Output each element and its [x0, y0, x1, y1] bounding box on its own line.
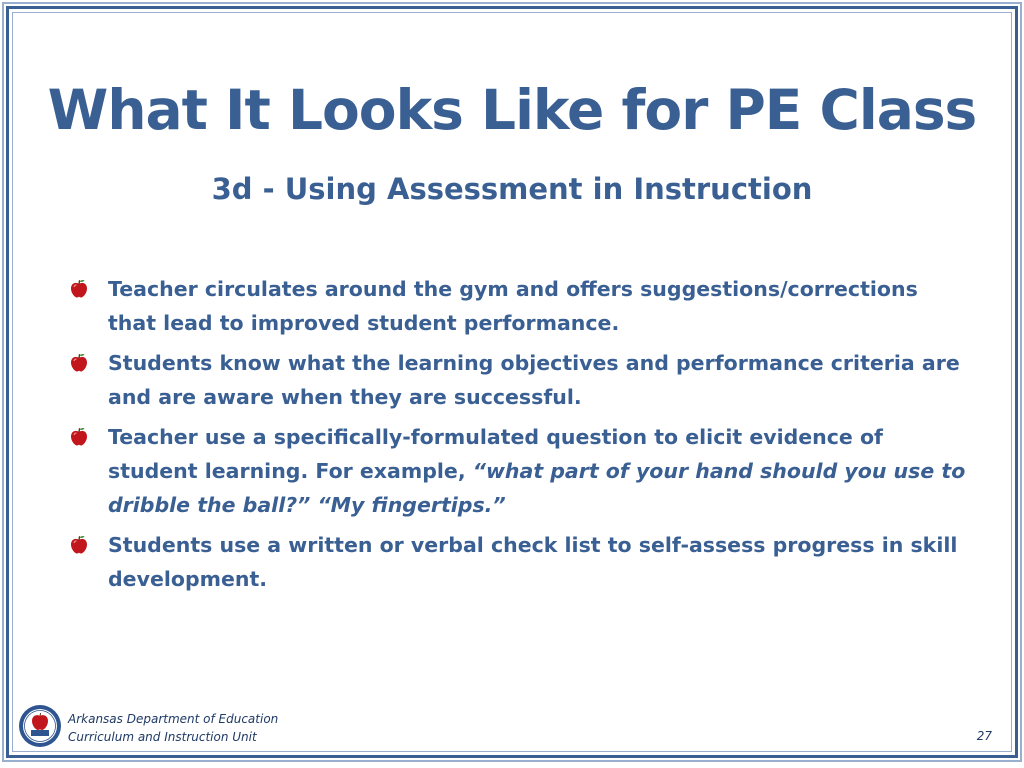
- apple-icon: [68, 426, 90, 448]
- slide-title: What It Looks Like for PE Class: [47, 78, 977, 142]
- apple-icon: [68, 534, 90, 556]
- bullet-text: Teacher circulates around the gym and offers suggestions/corrections that lead to improved student performance.: [108, 277, 918, 335]
- bullet-item: [68, 346, 968, 414]
- page-number: 27: [976, 729, 992, 743]
- bullet-item: [68, 272, 968, 340]
- department-seal-icon: [18, 704, 62, 748]
- footer-line-2: Curriculum and Instruction Unit: [68, 730, 257, 744]
- bullet-item: [68, 528, 968, 596]
- bullet-text: Students use a written or verbal check list to self-assess progress in skill development.: [108, 533, 958, 591]
- footer-organization: [68, 710, 278, 746]
- bullet-item: [68, 420, 968, 522]
- bullet-text: Teacher use a specifically-formulated question to elicit evidence of student learning. For example,: [108, 425, 883, 483]
- apple-icon: [68, 352, 90, 374]
- apple-icon: [68, 278, 90, 300]
- bullet-text: Students know what the learning objectives and performance criteria are and are aware when they are successful.: [108, 351, 960, 409]
- bullet-list: [68, 272, 968, 602]
- bullet-quote: “what part of your hand should you use to dribble the ball?” “My fingertips.”: [108, 459, 966, 517]
- slide-subtitle: 3d - Using Assessment in Instruction: [211, 172, 813, 206]
- footer-line-1: Arkansas Department of Education: [68, 712, 279, 726]
